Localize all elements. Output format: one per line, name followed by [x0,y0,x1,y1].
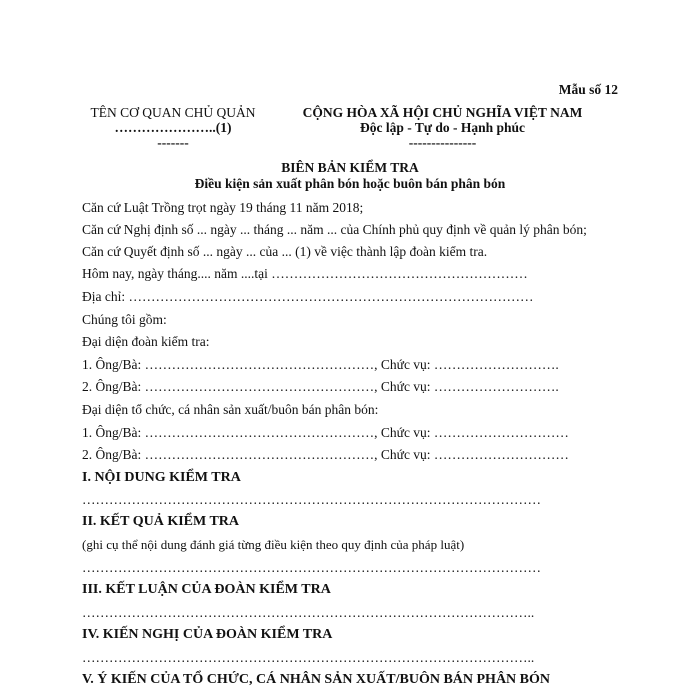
org-member-1-line: 1. Ông/Bà: ……………………………………………, Chức vụ: ………………………… [82,425,569,440]
header-left-separator: ------- [157,135,189,150]
section-2-dots: ………………………………………………………………………………………… [82,560,541,575]
nation-name: CỘNG HÒA XÃ HỘI CHỦ NGHĨA VIỆT NAM [302,105,583,120]
section-1-dots: ………………………………………………………………………………………… [82,492,541,507]
basis-decree-line: Căn cứ Nghị định số ... ngày ... tháng ... năm ... của Chính phủ quy định về quản lý phân bón; [82,222,587,237]
nation-motto: Độc lập - Tự do - Hạnh phúc [359,120,526,135]
section-3-title: III. KẾT LUẬN CỦA ĐOÀN KIỂM TRA [82,582,331,597]
team-member-1-line: 1. Ông/Bà: ……………………………………………, Chức vụ: ………………………. [82,357,559,372]
document-subtitle: Điều kiện sản xuất phân bón hoặc buôn bán phân bón [194,176,506,191]
document-title: BIÊN BẢN KIỂM TRA [281,160,419,175]
form-number: Mẫu số 12 [558,82,618,97]
team-rep-heading: Đại diện đoàn kiểm tra: [82,334,210,349]
section-3-dots: ……………………………………………………………………………………….. [82,605,535,620]
section-1-title: I. NỘI DUNG KIỂM TRA [82,470,241,485]
section-4-title: IV. KIẾN NGHỊ CỦA ĐOÀN KIỂM TRA [82,627,333,642]
we-include-line: Chúng tôi gồm: [82,312,167,327]
section-4-dots: ……………………………………………………………………………………….. [82,650,535,665]
org-member-2-line: 2. Ông/Bà: ……………………………………………, Chức vụ: ………………………… [82,447,569,462]
section-2-title: II. KẾT QUẢ KIỂM TRA [82,514,240,529]
agency-dots: …………………..(1) [114,120,232,135]
section-2-note: (ghi cụ thể nội dung đánh giá từng điều kiện theo quy định của pháp luật) [82,537,465,552]
header-right [270,105,615,150]
org-rep-heading: Đại diện tổ chức, cá nhân sản xuất/buôn bán phân bón: [82,402,379,417]
agency-name: TÊN CƠ QUAN CHỦ QUẢN [90,105,256,120]
basis-decision-line: Căn cứ Quyết định số ... ngày ... của ... (1) về việc thành lập đoàn kiểm tra. [82,244,488,259]
header-left [78,105,268,150]
document-title-block [0,160,700,192]
team-member-2-line: 2. Ông/Bà: ……………………………………………, Chức vụ: ………………………. [82,379,559,394]
address-line: Địa chỉ: ……………………………………………………………………………… [82,289,534,304]
basis-law-line: Căn cứ Luật Trồng trọt ngày 19 tháng 11 năm 2018; [82,200,364,215]
today-line: Hôm nay, ngày tháng.... năm ....tại ………………………………………………… [82,266,528,281]
header-right-separator: --------------- [408,135,477,150]
section-5-title: V. Ý KIẾN CỦA TỔ CHỨC, CÁ NHÂN SẢN XUẤT/BUÔN BÁN PHÂN BÓN [82,672,551,687]
